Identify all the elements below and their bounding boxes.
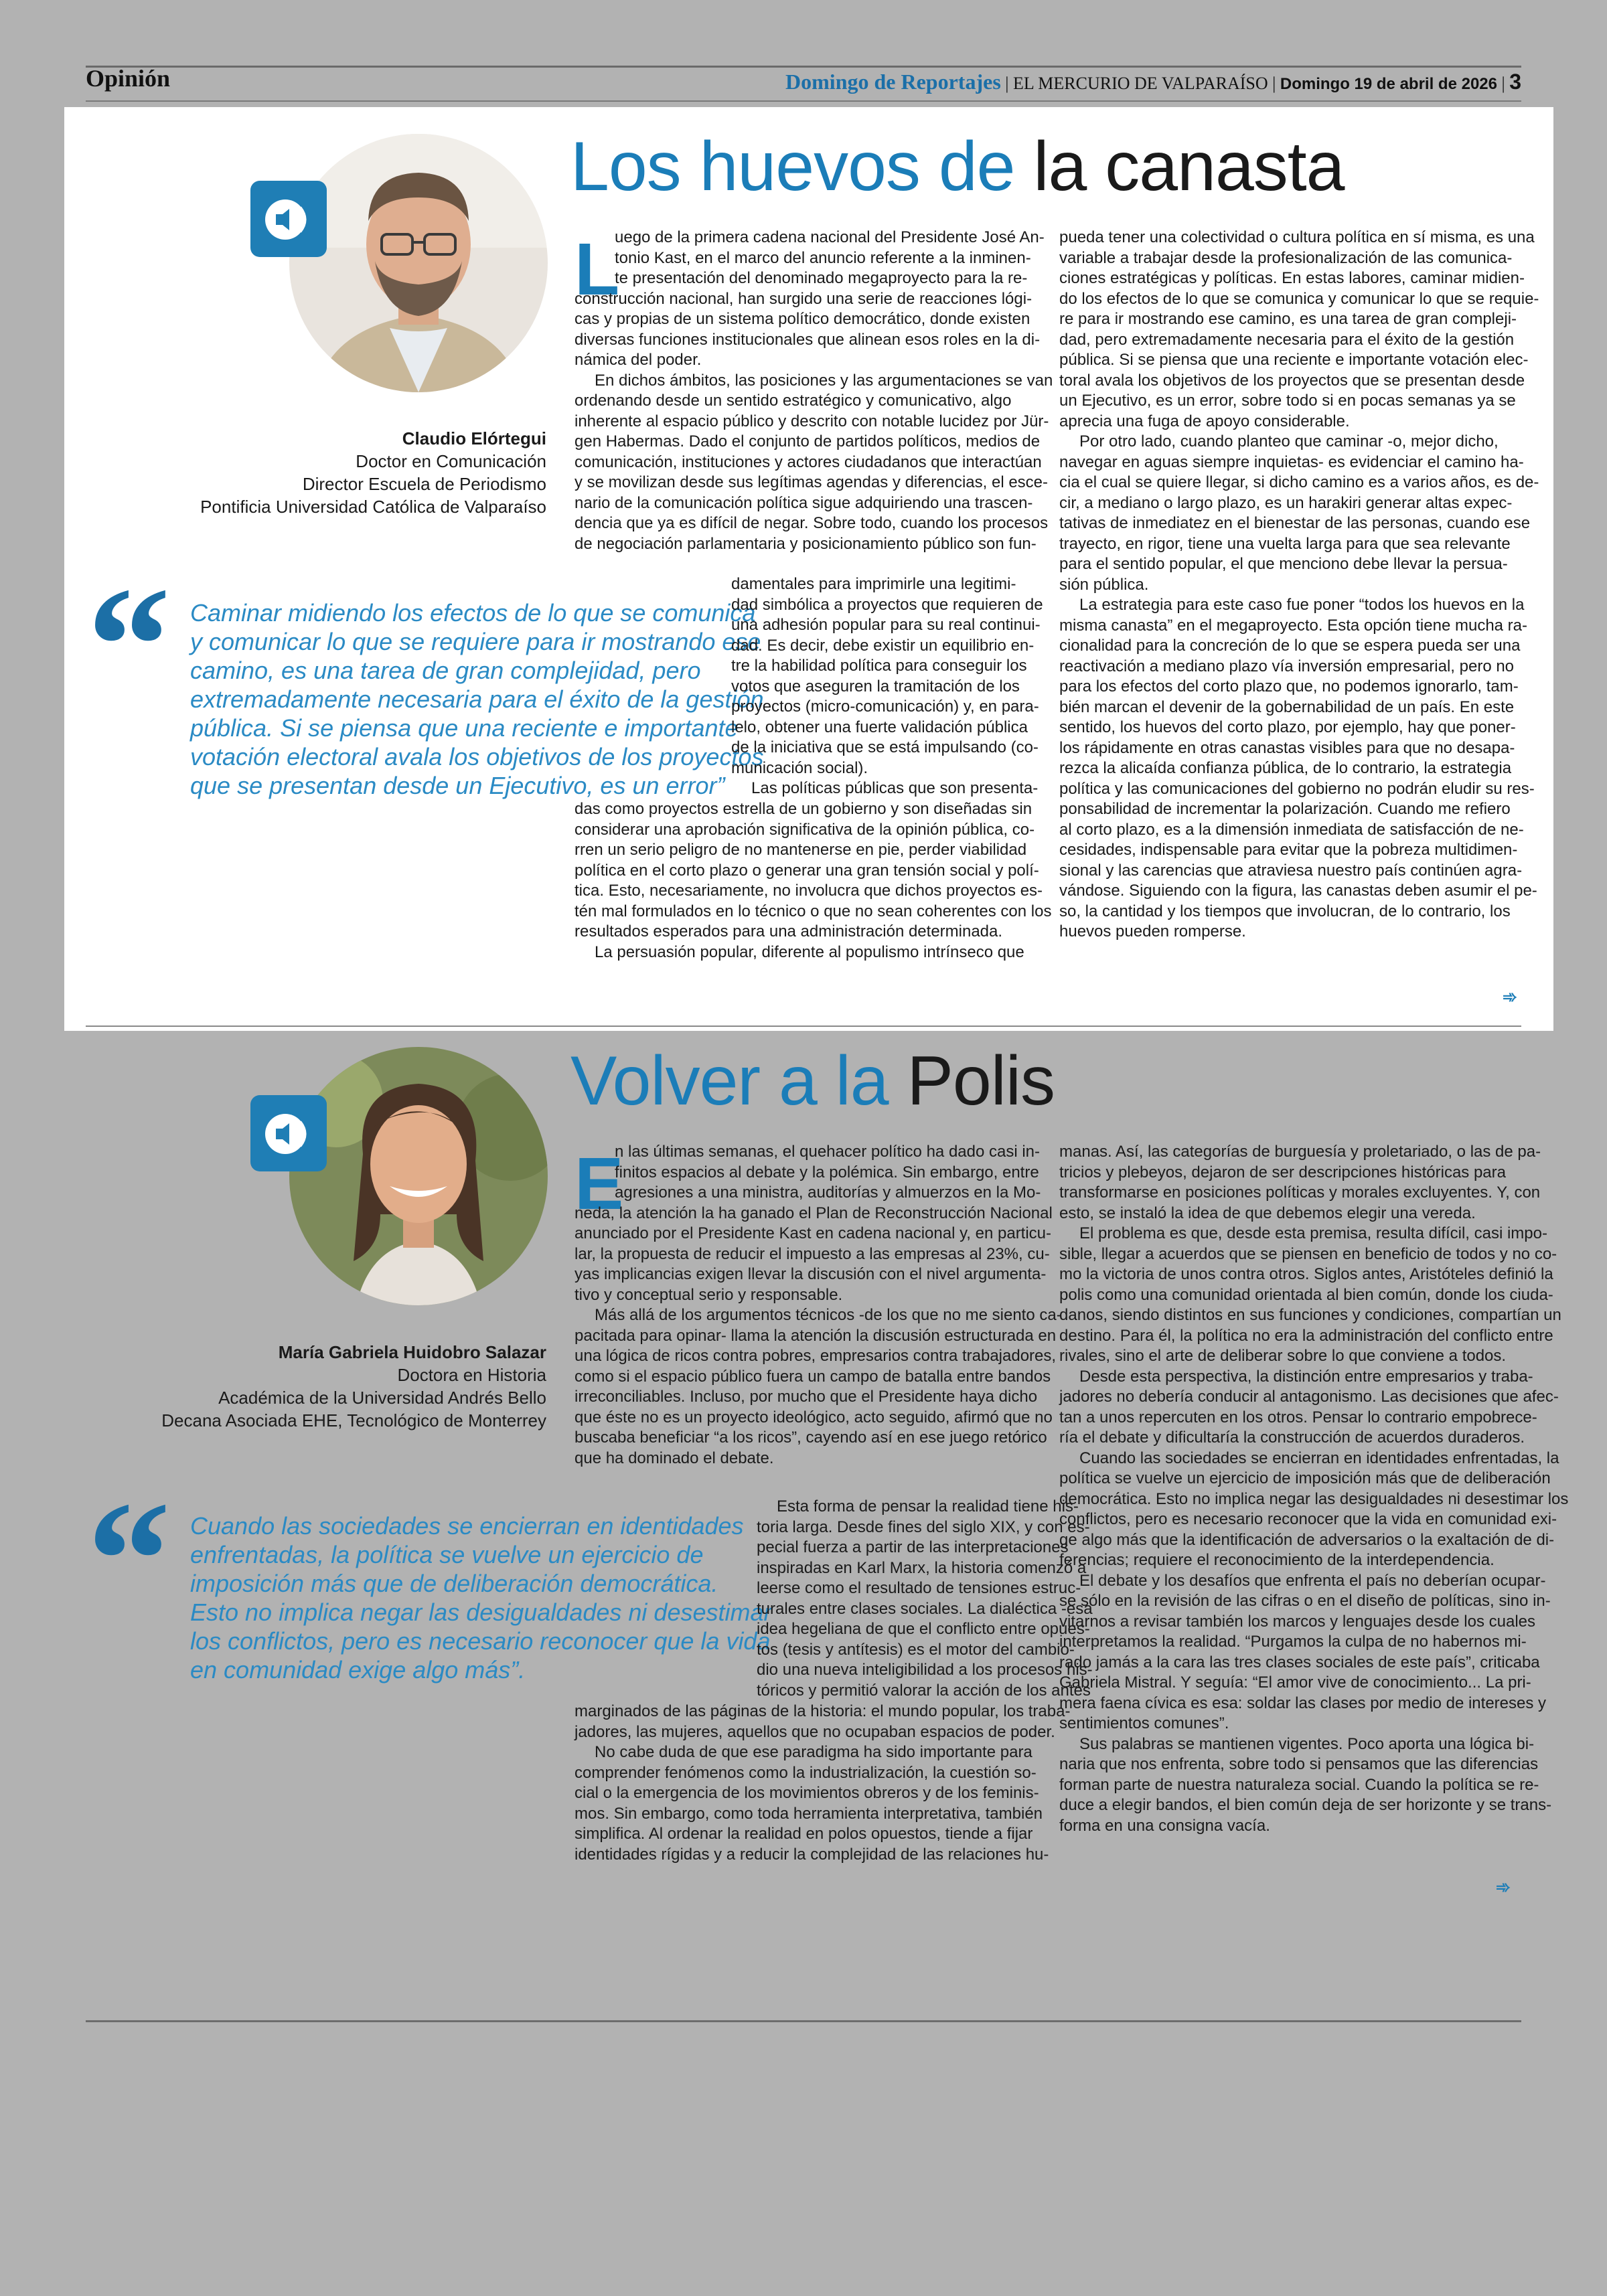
text-line: cir, a mediano o largo plazo, es un harakiri generar altas expec- [1059,493,1513,512]
article-1-title [570,127,1345,207]
author-2-portrait [289,1047,548,1305]
page-number: 3 [1509,70,1521,94]
text-line: leerse como el resultado de tensiones estruc- [757,1579,1081,1597]
woman-portrait-illustration [289,1047,548,1305]
text-line: tativas de inmediatez en el bienestar de las personas, cuando ese [1059,514,1531,532]
text-line: dad, pero extremadamente necesaria para el éxito de la gestión [1059,330,1515,349]
text-line: resultados esperados para una administración determinada. [575,922,1003,940]
text-line: yas implicancias exigen llevar la discusión con el nivel argumenta- [575,1265,1047,1283]
author-name: Claudio Elórtegui [402,428,546,448]
text-line: tica. Esto, necesariamente, no involucra que dichos proyectos es- [575,882,1043,900]
sep: | [1501,74,1505,93]
author-2-byline [161,1341,546,1432]
article-2-col1-narrow [757,1497,1093,1701]
text-line: lelo, obtener una fuerte validación pública [731,718,1028,736]
text-line: rivales, sino el arte de deliberar sobre lo que conviene a todos. [1059,1347,1507,1365]
author-credential: Decana Asociada EHE, Tecnológico de Monterrey [161,1410,546,1430]
text-line: pueda tener una colectividad o cultura política en sí misma, es una [1059,228,1535,246]
text-line: al corto plazo, es a la dimensión inmediata de satisfacción de ne- [1059,820,1524,839]
audio-speaker-icon [250,1095,327,1171]
author-1-byline [200,427,546,518]
text-line: tóricos y permitió valorar la acción de los antes [757,1681,1091,1700]
quote-line: en comunidad exige algo más”. [190,1656,526,1684]
text-line: El debate y los desafíos que enfrenta el país no deberían ocupar- [1079,1571,1546,1590]
text-line: anunciado por el Presidente Kast en cadena nacional y, en particu- [575,1224,1052,1242]
text-line: ordenando desde un sentido estratégico y comunicativo, algo [575,392,1012,410]
quote-line: Esto no implica negar las desigualdades ni desestimar [190,1598,772,1626]
author-credential: Académica de la Universidad Andrés Bello [218,1388,546,1408]
text-line: esto, se instaló la idea de que debemos elegir una vereda. [1059,1204,1476,1222]
article-2-col1-top [575,1142,1062,1469]
drop-cap: E [575,1143,624,1225]
text-line: variable a trabajar desde la profesionalización de las comunica- [1059,248,1513,267]
text-line: agresiones a una ministra, auditorías y almuerzos en la Mo- [615,1183,1041,1202]
text-line: La estrategia para este caso fue poner “todos los huevos en la [1079,596,1525,614]
audio-speaker-icon [250,181,327,257]
text-line: tonio Kast, en el marco del anuncio referente a la inminen- [615,248,1031,267]
header-masthead [785,70,1521,94]
text-line: polis como una comunidad orientada al bien común, donde los ciuda- [1059,1285,1553,1304]
text-line: pacitada para opinar- llama la atención la discusión estructurada en [575,1326,1057,1345]
article-2-title [570,1042,1055,1121]
text-line: misma canasta” en el megaproyecto. Esta opción tiene mucha ra- [1059,616,1528,635]
text-line: comunicación, instituciones y actores ciudadanos que interactúan [575,453,1042,471]
text-line: dad simbólica a proyectos que requieren de [731,595,1043,614]
article-2-col1-bottom [575,1702,1070,1865]
text-line: rado jamás a la cara las tres clases sociales de este país”, criticaba [1059,1653,1540,1671]
text-line: Sus palabras se mantienen vigentes. Poco aporta una lógica bi- [1079,1734,1535,1753]
text-line: neda, la atención la ha ganado el Plan de Reconstrucción Nacional [575,1204,1053,1222]
text-line: das como proyectos estrella de un gobierno y son diseñadas sin [575,800,1032,818]
header-top-rule [86,66,1521,68]
text-line: jadores no debería conducir al antagonismo. Las decisiones que afec- [1059,1388,1559,1406]
text-line: ge algo más que la identificación de adversarios o la exaltación de di- [1059,1530,1555,1549]
text-line: de la iniciativa que se está impulsando (co- [731,738,1039,756]
text-line: sentido, los huevos del corto plazo, por ejemplo, hay que poner- [1059,718,1516,736]
quote-line: que se presentan desde un Ejecutivo, es un error” [190,772,725,799]
text-line: política se vuelve un ejercicio de imposición más que de deliberación [1059,1469,1551,1487]
sep: | [1005,74,1009,93]
text-line: irreconciliables. Incluso, por mucho que el Presidente haya dicho [575,1388,1038,1406]
text-line: tre la habilidad política para conseguir los [731,657,1027,675]
pull-quote-2 [190,1511,771,1684]
text-line: considerar una aprobación significativa de la opinión pública, co- [575,820,1035,839]
audio-icon[interactable] [250,181,327,257]
text-line: uego de la primera cadena nacional del Presidente José An- [615,228,1045,246]
text-line: idea hegeliana de que el conflicto entre opues- [757,1620,1090,1638]
article-1-col1-bottom [575,799,1051,963]
quote-line: enfrentadas, la política se vuelve un ejercicio de [190,1541,704,1568]
text-line: tan a unos repercuten en los otros. Pensar lo contrario empobrece- [1059,1408,1537,1426]
text-line: rezca la alicaída confianza pública, de lo contrario, la estrategia [1059,759,1512,777]
text-line: interpretamos la realidad. “Purgamos la culpa de no habernos mi- [1059,1633,1527,1651]
quote-line: Cuando las sociedades se encierran en identidades [190,1512,744,1540]
text-line: toral avala los objetivos de los proyectos que se presentan desde [1059,371,1525,390]
title-highlight: Los huevos de [570,128,1015,206]
text-line: inherente al espacio público y descrito con notable lucidez por Jür- [575,412,1049,430]
text-line: una adhesión popular para su real continui- [731,616,1041,634]
text-line: Las políticas públicas que son presenta- [751,779,1039,797]
text-line: se sólo en la revisión de las cifras o en el diseño de políticas, sino in- [1059,1592,1551,1610]
continue-arrow-icon: ➾ [1503,987,1517,1007]
article-1-col2 [1059,228,1539,942]
text-line: ciones estratégicas y políticas. En estas labores, caminar midien- [1059,269,1525,287]
title-highlight: Volver a la [570,1042,889,1120]
quote-line: imposición más que de deliberación democrática. [190,1570,718,1597]
quote-mark-icon: “ [87,553,171,738]
text-line: inspiradas en Karl Marx, la historia comenzó a [757,1558,1087,1577]
man-portrait-illustration [289,134,548,392]
text-line: política en el corto plazo o generar una gran tensión social y polí- [575,861,1039,880]
text-line: n las últimas semanas, el quehacer político ha dado casi in- [615,1143,1041,1161]
author-credential: Doctor en Comunicación [356,451,546,471]
text-line: municación social). [731,758,868,777]
text-line: bién marcan el devenir de la gobernabilidad de un país. En este [1059,698,1515,716]
text-line: do los efectos de lo que se comunica y comunicar lo que se requie- [1059,289,1539,308]
quote-line: extremadamente necesaria para el éxito de la gestión [190,685,764,713]
text-line: Desde esta perspectiva, la distinción entre empresarios y traba- [1079,1367,1533,1386]
header-bottom-rule [86,100,1521,102]
article-2-col2 [1059,1142,1568,1836]
text-line: danos, siendo distintos en sus funciones y condiciones, compartían un [1059,1306,1561,1324]
text-line: mo la victoria de unos contra otros. Siglos antes, Aristóteles definió la [1059,1265,1553,1283]
quote-line: votación electoral avala los objetivos de los proyectos [190,743,764,770]
text-line: navegar en aguas siempre inquietas- es evidenciar el camino ha- [1059,453,1524,471]
text-line: identidades rígidas y a reducir la complejidad de las relaciones hu- [575,1845,1049,1864]
text-line: votos que aseguren la tramitación de los [731,677,1020,695]
text-line: que éste no es un proyecto ideológico, acto seguido, afirmó que no [575,1408,1053,1426]
text-line: toria larga. Desde fines del siglo XIX, y con es- [757,1518,1090,1536]
text-line: conflictos, pero es necesario reconocer que la vida en comunidad exi- [1059,1510,1557,1528]
text-line: forman parte de nuestra naturaleza social. Cuando la política se re- [1059,1775,1539,1794]
text-line: turales entre clases sociales. La dialéctica -esa [757,1599,1093,1618]
author-credential: Director Escuela de Periodismo [302,474,546,494]
sep: | [1272,74,1276,93]
text-line: apreciа una fuga de apoyo considerable. [1059,412,1350,430]
text-line: te presentación del denominado megaproyecto para la re- [615,269,1028,287]
text-line: gen Habermas. Dado el conjunto de partidos políticos, medios de [575,432,1041,450]
quote-line: Caminar midiendo los efectos de lo que se comunica [190,599,756,627]
title-rest: Polis [907,1042,1055,1120]
text-line: Más allá de los argumentos técnicos -de los que no me siento ca- [595,1306,1062,1324]
text-line: trayecto, en rigor, tiene una vuelta larga para que sea relevante [1059,534,1511,553]
article-separator [86,1026,1521,1027]
text-line: que ha dominado el debate. [575,1449,774,1467]
author-1-portrait [289,134,548,392]
text-line: Cuando las sociedades se encierran en identidades enfrentadas, la [1079,1449,1559,1467]
text-line: diversas funciones institucionales que alinean esos roles en la di- [575,330,1041,349]
text-line: tén mal formulados en lo técnico o que no sean coherentes con los [575,902,1052,920]
article-1-col1-narrow [731,574,1043,799]
page-end-rule [86,2020,1521,2022]
text-line: ferencias; requiere el reconocimiento de la interdependencia. [1059,1551,1495,1569]
text-line: transformarse en posiciones políticas y morales excluyentes. Y, con [1059,1183,1541,1202]
text-line: mos. Sin embargo, como toda herramienta interpretativa, también [575,1804,1043,1823]
text-line: marginados de las páginas de la historia: el mundo popular, los traba- [575,1702,1071,1720]
text-line: construcción nacional, han surgido una serie de reacciones lógi- [575,289,1032,308]
text-line: tos (tesis y antítesis) es el motor del cambio- [757,1640,1075,1659]
quote-line: pública. Si se piensa que una reciente e importante [190,714,739,742]
text-line: námica del poder. [575,351,702,369]
newspaper-name: EL MERCURIO DE VALPARAÍSO [1012,74,1268,93]
text-line: ponsabilidad de incrementar la polarización. Cuando me refiero [1059,800,1511,818]
text-line: pública. Si se piensa que una reciente e importante votación elec- [1059,351,1529,369]
text-line: re para ir mostrando ese camino, es una tarea de gran compleji- [1059,310,1517,328]
text-line: reactivación a mediano plazo vía inversión empresarial, pero no [1059,657,1515,675]
pull-quote-1 [190,598,764,800]
author-credential: Pontificia Universidad Católica de Valparaíso [200,497,546,517]
text-line: El problema es que, desde esta premisa, resulta difícil, casi impo- [1079,1224,1547,1242]
issue-date: Domingo 19 de abril de 2026 [1280,75,1497,93]
text-line: política y las comunicaciones del gobierno no podrán eludir su res- [1059,779,1535,798]
text-line: dio una nueva inteligibilidad a los procesos his- [757,1661,1093,1679]
text-line: simplifica. Al ordenar la realidad en polos opuestos, tiende a fijar [575,1825,1033,1843]
text-line: manas. Así, las categorías de burguesía y proletariado, o las de pa- [1059,1143,1541,1161]
text-line: como si el espacio público fuera un campo de batalla entre bandos [575,1367,1051,1386]
text-line: mera faena cívica es esa: soldar las clases por medio de intereses y [1059,1694,1547,1712]
text-line: destino. Para él, la política no era la administración del conflicto entre [1059,1326,1553,1345]
author-credential: Doctora en Historia [397,1365,546,1385]
drop-cap: L [575,228,620,311]
text-line: tivo y conceptual serio y responsable. [575,1285,843,1304]
text-line: para el sentido popular, el que menciono debe llevar la persua- [1059,555,1508,573]
title-rest: la canasta [1033,128,1345,206]
text-line: damentales para imprimirle una legitimi- [731,575,1016,593]
text-line: dad. Es decir, debe existir un equilibrio en- [731,636,1035,655]
quote-line: y comunicar lo que se requiere para ir mostrando ese [190,628,761,655]
text-line: tricios y plebeyos, dejaron de ser descripciones históricas para [1059,1163,1506,1181]
text-line: ría el debate y dificultaría la construcción de acuerdos duraderos. [1059,1428,1525,1447]
text-line: sible, llegar a acuerdos que se piensen en beneficio de todos y no co- [1059,1244,1557,1263]
audio-icon[interactable] [250,1095,327,1171]
text-line: cas y propias de un sistema político democrático, donde existen [575,310,1030,328]
text-line: comprender fenómenos como la industrialización, la cuestión so- [575,1763,1037,1782]
text-line: huevos pueden romperse. [1059,922,1246,940]
text-line: nario de la comunicación política sigue adquiriendo una trascen- [575,493,1033,512]
text-line: naria que nos enfrenta, sobre todo si pensamos que las diferencias [1059,1755,1539,1773]
text-line: rren un serio peligro de no mantenerse en pie, perder viabilidad [575,841,1027,859]
quote-line: camino, es una tarea de gran complejidad, pero [190,657,701,684]
text-line: vándose. Siguiendo con la figura, las canastas deben asumir el pe- [1059,882,1537,900]
text-line: Gabriela Mistral. Y seguía: “El amor vive de conocimiento... La pri- [1059,1673,1531,1692]
text-line: de negociación parlamentaria y posicionamiento público son fun- [575,534,1037,553]
text-line: dencia que ya es difícil de negar. Sobre todo, cuando los procesos [575,514,1049,532]
text-line: un Ejecutivo, es un error, sobre todo si en pocas semanas ya se [1059,392,1516,410]
continue-arrow-icon: ➾ [1496,1877,1511,1897]
text-line: buscaba beneficiar “a los ricos”, cayendo así en ese juego retórico [575,1428,1047,1447]
text-line: No cabe duda de que ese paradigma ha sido importante para [595,1743,1032,1761]
text-line: y se movilizan desde sus legítimas agendas y diferencias, el esce- [575,473,1049,491]
text-line: democrática. Esto no implica negar las desigualdades ni desestimar los [1059,1489,1569,1508]
text-line: vitarnos a revisar también los marcos y lenguajes desde los cuales [1059,1612,1536,1631]
text-line: Por otro lado, cuando planteo que caminar -o, mejor dicho, [1079,432,1499,450]
text-line: para los efectos del corto plazo que, no podemos ignorarlo, tam- [1059,677,1519,695]
text-line: sentimientos comunes”. [1059,1714,1229,1732]
text-line: duce a elegir bandos, el bien común deja de ser horizonte y se trans- [1059,1796,1552,1814]
author-name: María Gabriela Huidobro Salazar [278,1342,546,1362]
text-line: jadores, las mujeres, aquellos que no ocupaban espacios de poder. [575,1722,1055,1741]
text-line: proyectos (micro-comunicación) y, en para- [731,698,1039,716]
text-line: lar, la propuesta de reducir el impuesto a las empresas al 23%, cu- [575,1244,1050,1263]
text-line: cia el cual se quiere llegar, si dicho camino es a varios años, es de- [1059,473,1539,491]
text-line: los rápidamente en otras canastas visibles para que no desapa- [1059,738,1515,757]
text-line: En dichos ámbitos, las posiciones y las argumentaciones se van [595,371,1053,390]
supplement-name: Domingo de Reportajes [785,70,1001,94]
text-line: finitos espacios al debate y la polémica. Sin embargo, entre [615,1163,1039,1181]
text-line: forma en una consigna vacía. [1059,1816,1270,1835]
text-line: cesidades, indispensable para evitar que la pobreza multidimen- [1059,841,1518,859]
text-line: Esta forma de pensar la realidad tiene his- [777,1497,1079,1515]
text-line: cial o la emergencia de los movimientos obreros y de los feminis- [575,1784,1039,1802]
text-line: cionalidad para la concreción de lo que se espera pueda ser una [1059,637,1521,655]
section-label: Opinión [86,65,171,92]
quote-mark-icon: “ [87,1467,171,1653]
text-line: pecial fuerza a partir de las interpretaciones [757,1538,1069,1556]
text-line: La persuasión popular, diferente al populismo intrínseco que [595,942,1024,961]
text-line: sional y las carencias que atraviesa nuestro país continúen agra- [1059,861,1523,880]
text-line: so, la cantidad y los tiempos que involucran, de lo contrario, los [1059,902,1511,920]
quote-line: los conflictos, pero es necesario reconocer que la vida [190,1627,771,1655]
text-line: sión pública. [1059,575,1149,594]
article-1-col1-top [575,228,1053,554]
text-line: una lógica de ricos contra pobres, empresarios contra trabajadores, [575,1347,1057,1365]
